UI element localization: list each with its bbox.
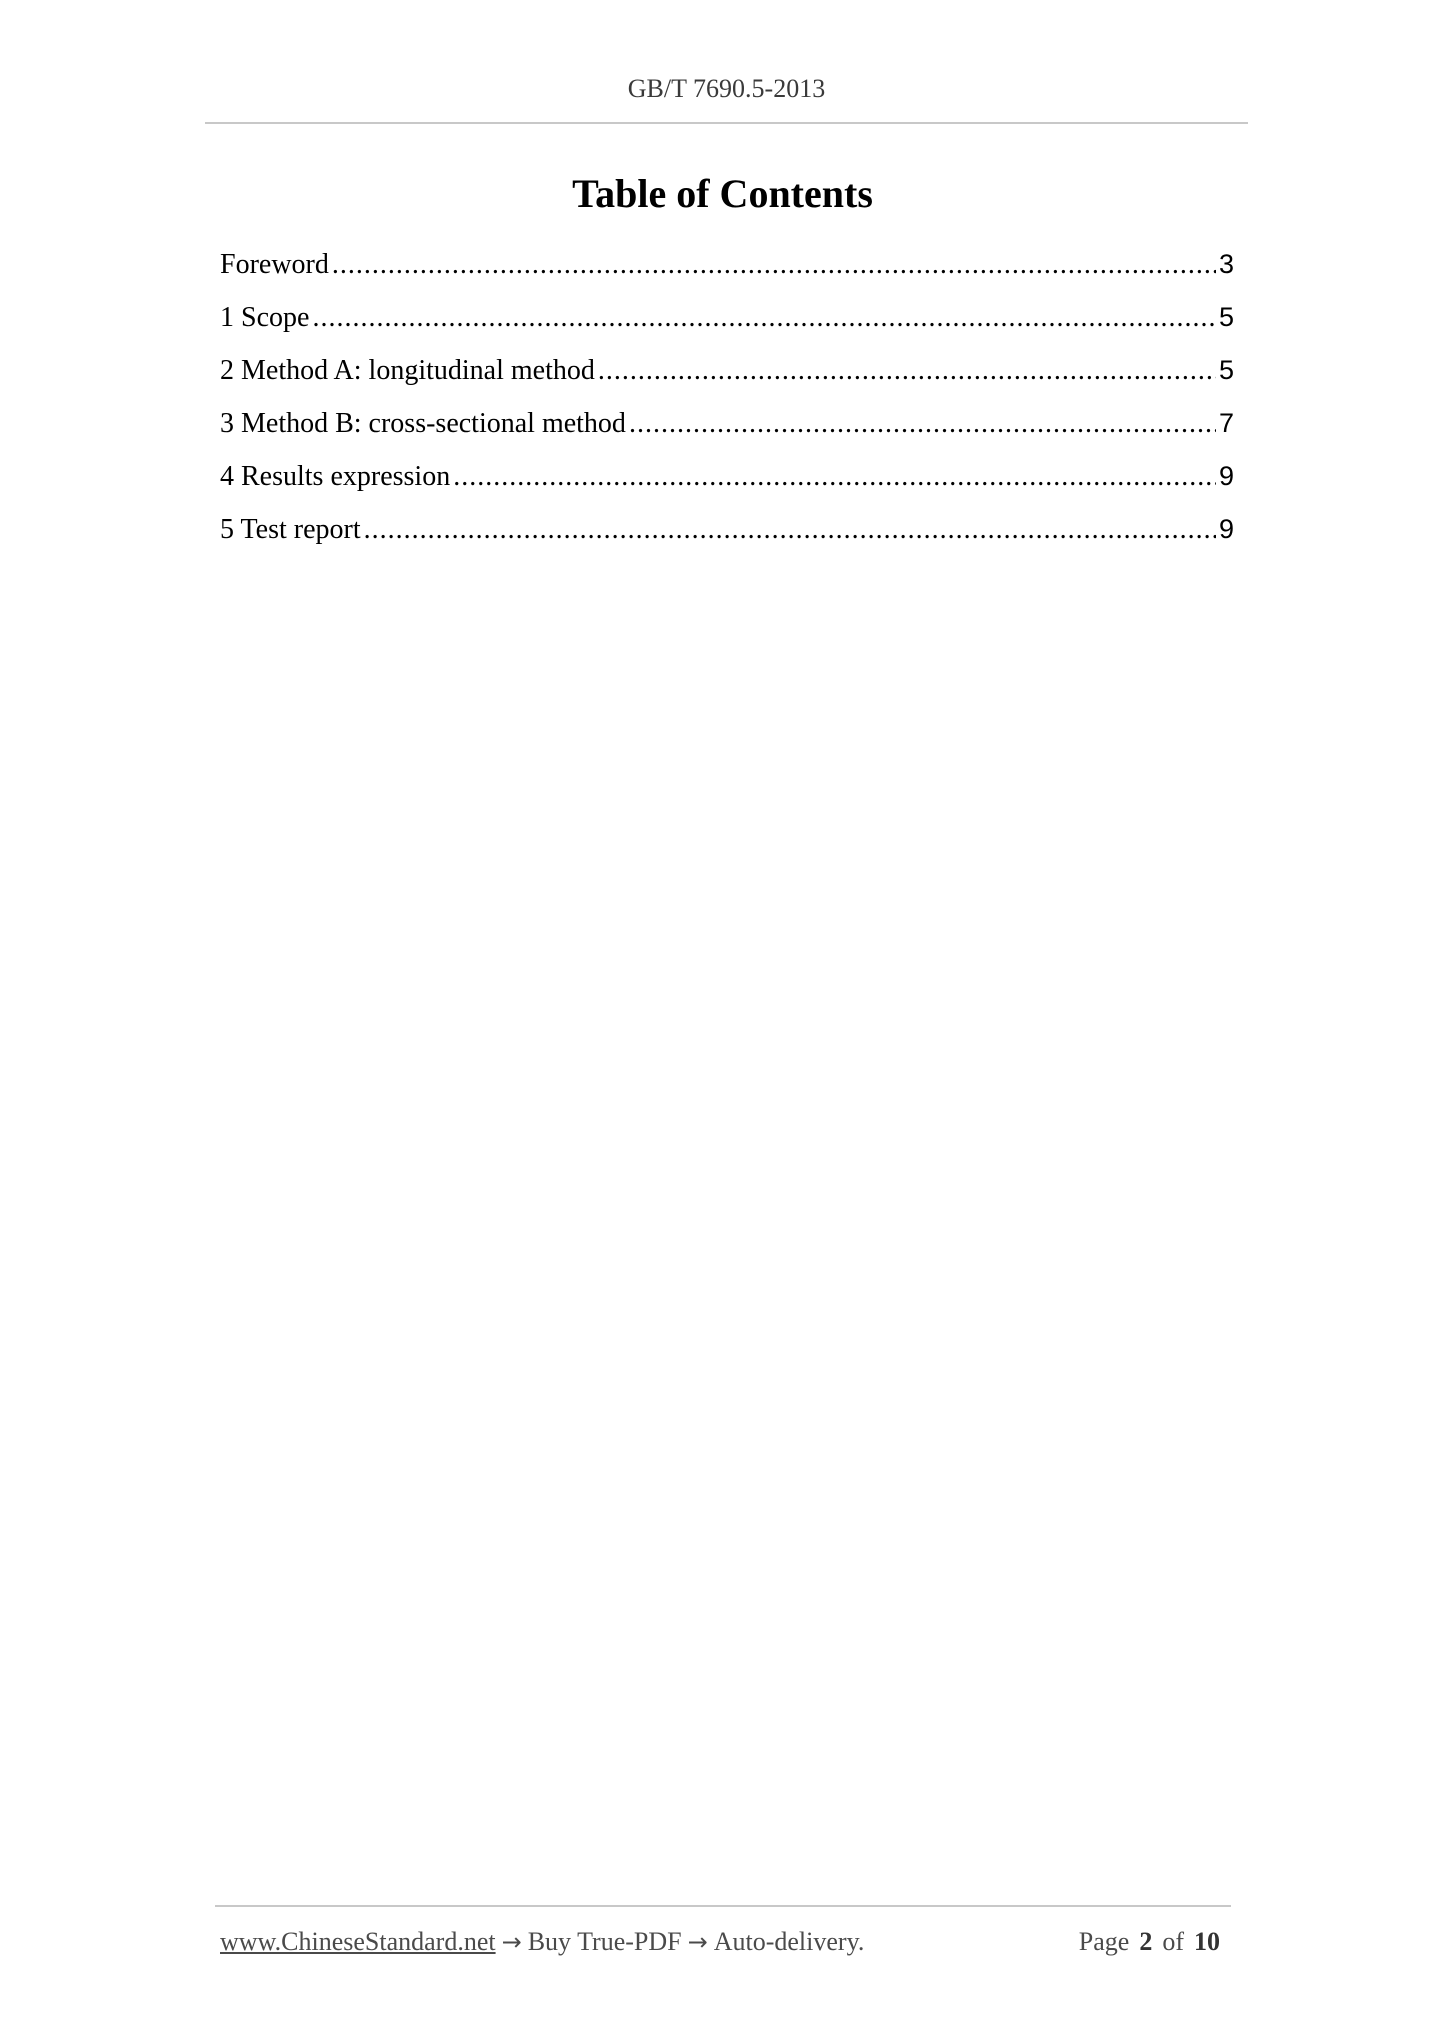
page-footer <box>220 1927 1230 1967</box>
toc-entry-label: Foreword <box>220 249 329 280</box>
toc-entry-label: 5 Test report <box>220 514 361 545</box>
toc-entry-method-a[interactable] <box>220 344 1234 397</box>
document-id: GB/T 7690.5-2013 <box>627 74 826 103</box>
site-link[interactable]: www.ChineseStandard.net <box>220 1927 496 1956</box>
toc-entry-method-b[interactable] <box>220 397 1234 450</box>
toc-entry-page: 5 <box>1218 355 1234 385</box>
dot-leader <box>629 397 1216 450</box>
toc-entry-page: 9 <box>1218 461 1234 491</box>
page-word: Page <box>1078 1927 1130 1956</box>
toc-entry-label: 1 Scope <box>220 302 310 333</box>
dot-leader <box>598 344 1216 397</box>
buy-text: Buy True-PDF <box>527 1927 682 1956</box>
of-word: of <box>1162 1927 1184 1956</box>
toc-entry-foreword[interactable] <box>220 238 1234 291</box>
dot-leader <box>453 450 1216 503</box>
page-number <box>1079 1927 1230 1957</box>
toc-entry-results-expression[interactable] <box>220 450 1234 503</box>
dot-leader <box>364 503 1216 556</box>
toc-entry-scope[interactable] <box>220 291 1234 344</box>
toc-entry-page: 5 <box>1218 302 1234 332</box>
footer-divider <box>215 1905 1231 1907</box>
toc-entry-label: 4 Results expression <box>220 461 451 492</box>
delivery-text: Auto-delivery. <box>713 1927 865 1956</box>
toc-title: Table of Contents <box>572 171 873 216</box>
page-header <box>205 68 1248 124</box>
dot-leader <box>312 291 1216 344</box>
dot-leader <box>332 238 1216 291</box>
arrow-right-icon: → <box>687 1928 708 1956</box>
page-current: 2 <box>1139 1927 1153 1956</box>
toc-entry-page: 9 <box>1218 514 1234 544</box>
arrow-right-icon: → <box>501 1928 522 1956</box>
footer-promo <box>220 1927 864 1957</box>
toc-entry-page: 7 <box>1218 408 1234 438</box>
toc-entry-label: 2 Method A: longitudinal method <box>220 355 595 386</box>
page-total: 10 <box>1194 1927 1220 1956</box>
toc-entry-test-report[interactable] <box>220 503 1234 556</box>
toc-list <box>220 238 1234 556</box>
toc-entry-label: 3 Method B: cross-sectional method <box>220 408 626 439</box>
toc-entry-page: 3 <box>1218 249 1234 279</box>
